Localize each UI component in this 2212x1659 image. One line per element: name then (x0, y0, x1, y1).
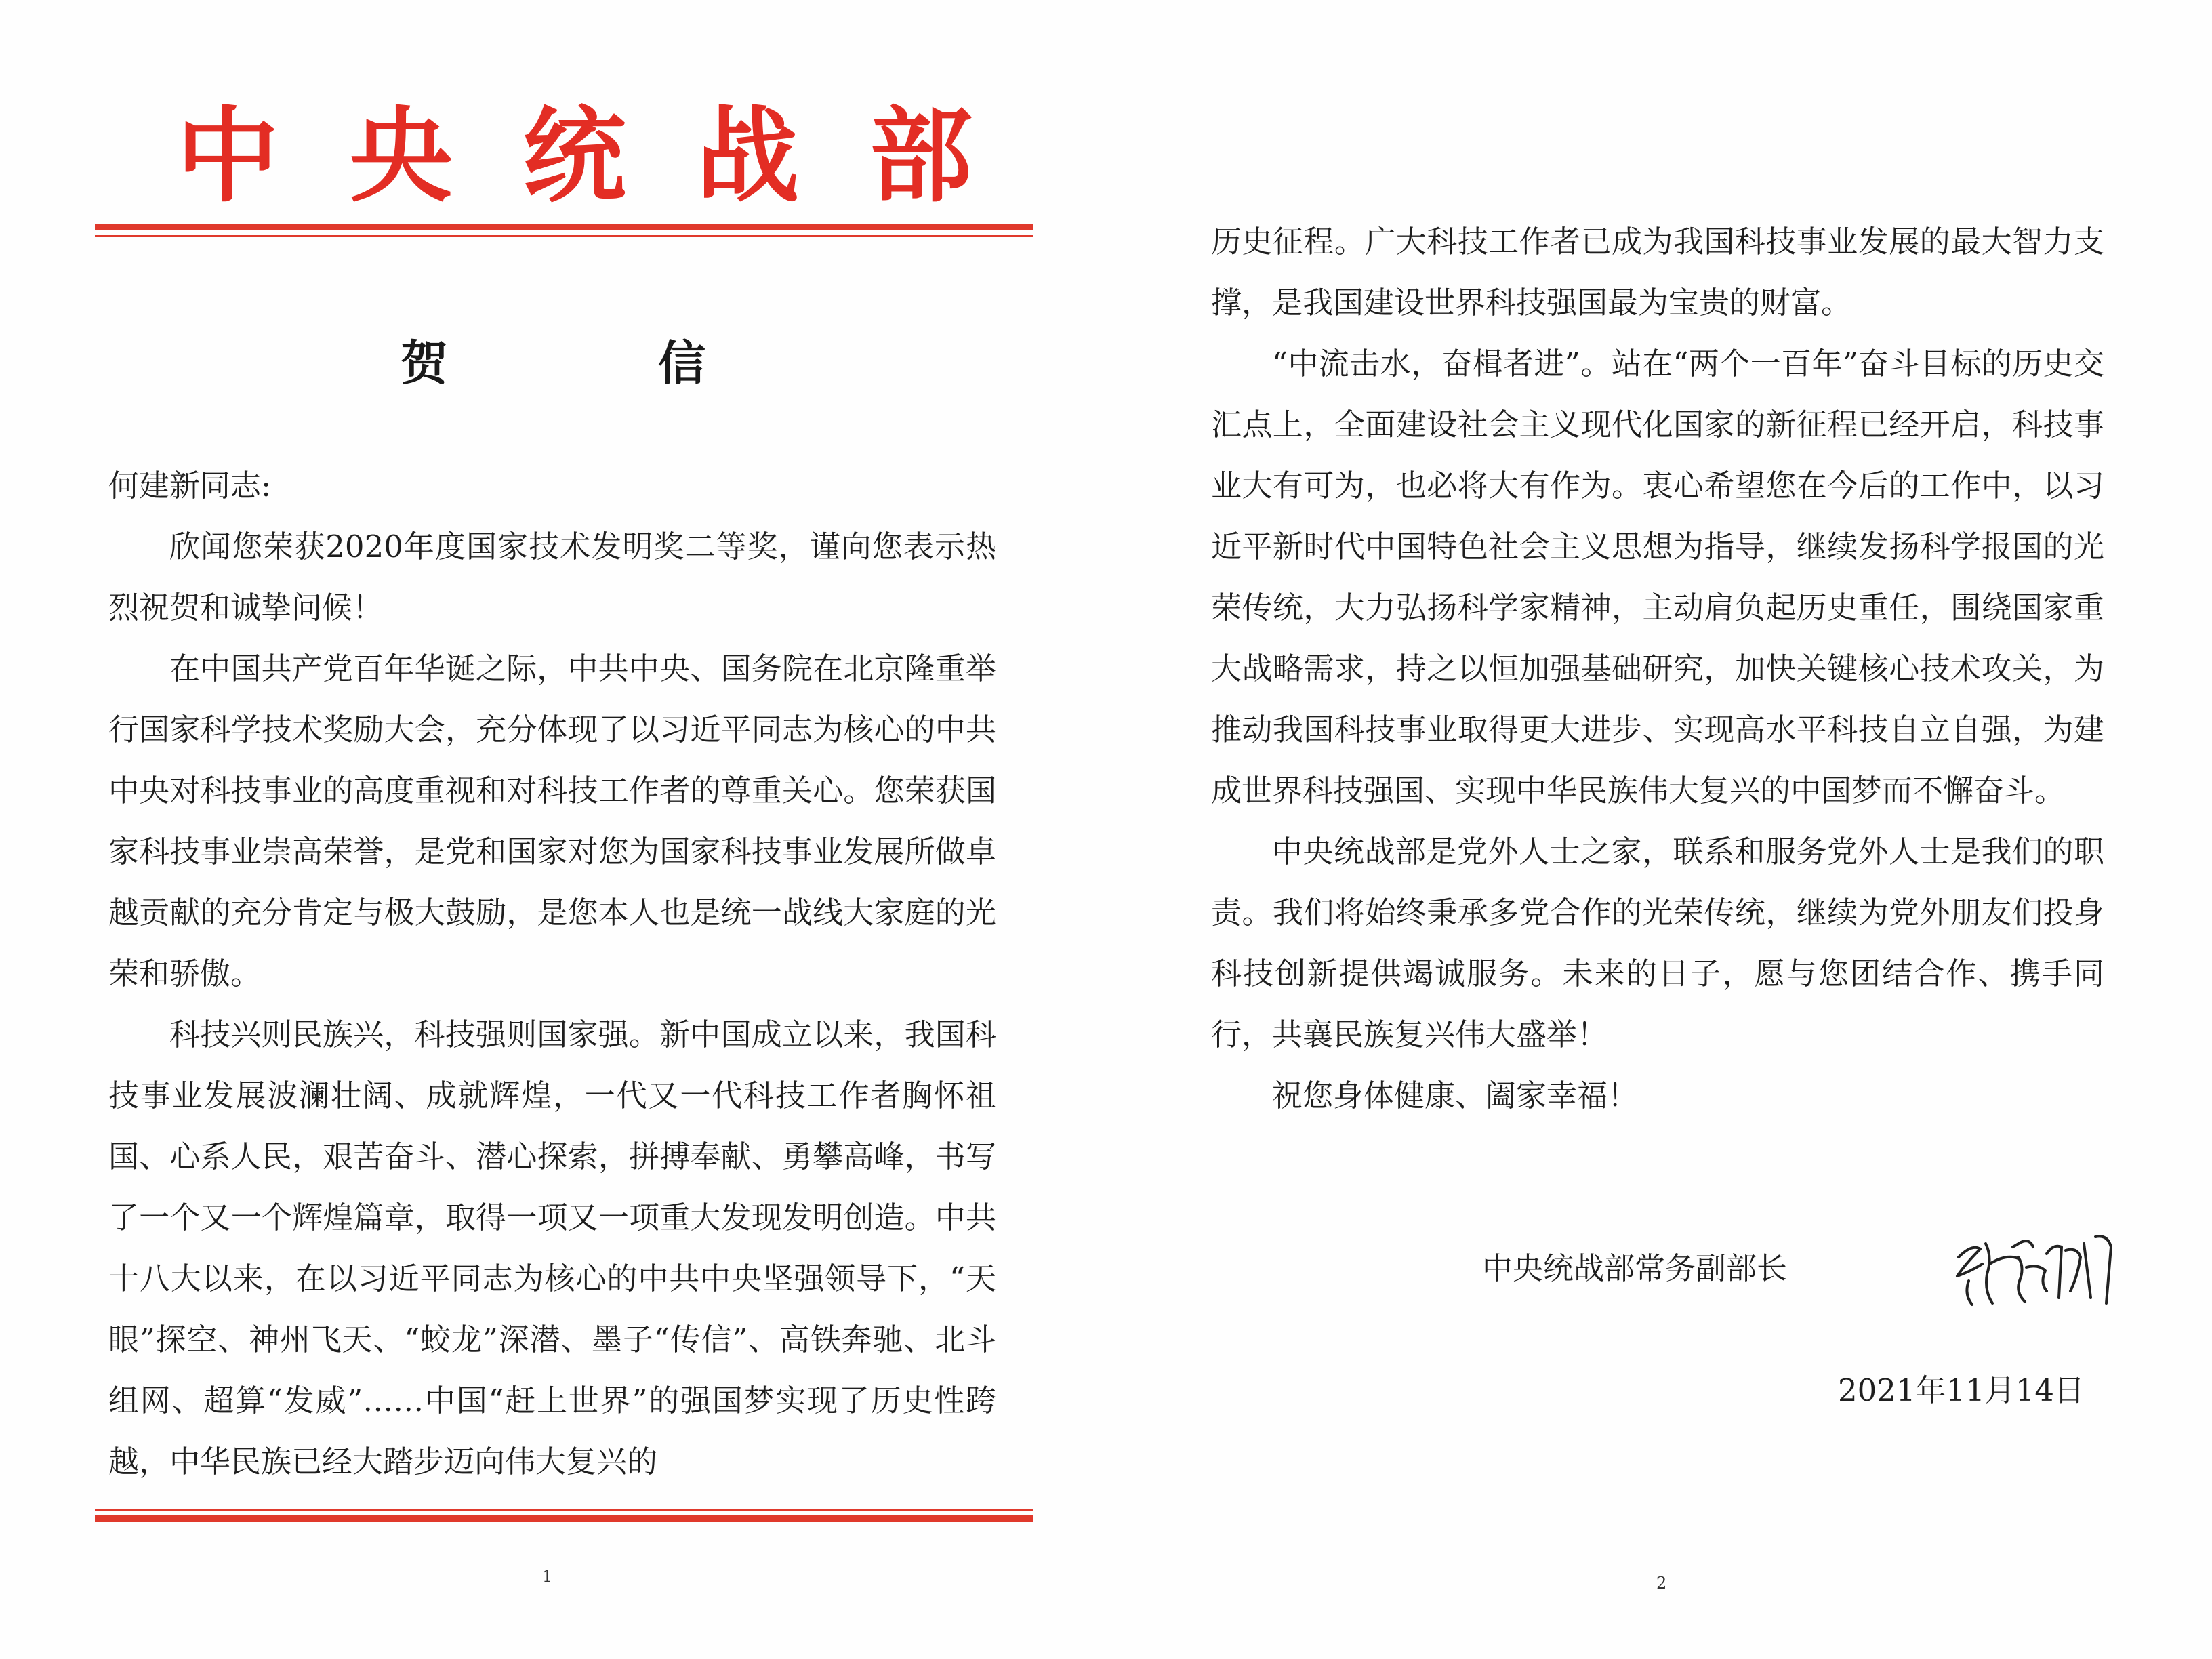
letterhead-char: 中 (176, 95, 279, 216)
letterhead-char: 战 (696, 95, 800, 216)
handwritten-signature (1945, 1216, 2121, 1315)
letter-title: 贺 信 (401, 335, 787, 391)
salutation: 何建新同志: (108, 468, 272, 504)
letterhead (102, 95, 1050, 216)
letter-body-page-2 (1211, 211, 2104, 1126)
letter-body-page-1 (108, 455, 996, 1492)
letterhead-char: 部 (869, 95, 972, 216)
page-number: 1 (542, 1567, 553, 1586)
paragraph: 在中国共产党百年华诞之际，中共中央、国务院在北京隆重举行国家科学技术奖励大会，充分体现了以习近平同志为核心的中共中央对科技事业的高度重视和对科技工作者的尊重关心。您荣获国家科技事业崇高荣誉，是党和国家对您为国家科技事业发展所做卓越贡献的充分肯定与极大鼓励，是您本人也是统一战线大家庭的光荣和骄傲。 (108, 651, 996, 991)
paragraph: 中央统战部是党外人士之家，联系和服务党外人士是我们的职责。我们将始终秉承多党合作的光荣传统，继续为党外朋友们投身科技创新提供竭诚服务。未来的日子，愿与您团结合作、携手同行，共襄民族复兴伟大盛举！ (1211, 834, 2104, 1052)
paragraph: “中流击水，奋楫者进”。站在“两个一百年”奋斗目标的历史交汇点上，全面建设社会主义现代化国家的新征程已经开启，科技事业大有可为，也必将大有作为。衷心希望您在今后的工作中，以习近平新时代中国特色社会主义思想为指导，继续发扬科学报国的光荣传统，大力弘扬科学家精神，主动肩负起历史重任，围绕国家重大战略需求，持之以恒加强基础研究，加快关键核心技术攻关，为推动我国科技事业取得更大进步、实现高水平科技自立自强，为建成世界科技强国、实现中华民族伟大复兴的中国梦而不懈奋斗。 (1211, 346, 2104, 808)
letterhead-char: 统 (523, 95, 626, 216)
continuation-paragraph: 历史征程。广大科技工作者已成为我国科技事业发展的最大智力支撑，是我国建设世界科技强国最为宝贵的财富。 (1211, 224, 2104, 321)
closing-wish: 祝您身体健康、阖家幸福！ (1272, 1078, 1639, 1113)
paragraph: 科技兴则民族兴，科技强则国家强。新中国成立以来，我国科技事业发展波澜壮阔、成就辉煌，一代又一代科技工作者胸怀祖国、心系人民，艰苦奋斗、潜心探索，拼搏奉献、勇攀高峰，书写了一个又一个辉煌篇章，取得一项又一项重大发现发明创造。中共十八大以来，在以习近平同志为核心的中共中央坚强领导下，“天眼”探空、神州飞天、“蛟龙”深潜、墨子“传信”、高铁奔驰、北斗组网、超算“发威”……中国“赶上世界”的强国梦实现了历史性跨越，中华民族已经大踏步迈向伟大复兴的 (108, 1017, 996, 1479)
letterhead-divider-thin (95, 235, 1033, 237)
footer-divider-thin (95, 1509, 1033, 1511)
paragraph: 欣闻您荣获2020年度国家技术发明奖二等奖，谨向您表示热烈祝贺和诚挚问候！ (108, 529, 996, 626)
page-2 (1106, 0, 2212, 1659)
letterhead-divider-thick (95, 224, 1033, 230)
signature-title: 中央统战部常务副部长 (1482, 1250, 1788, 1286)
letterhead-char: 央 (349, 95, 453, 216)
page-number: 2 (1656, 1574, 1667, 1593)
footer-divider-thick (95, 1515, 1033, 1522)
letter-date: 2021年11月14日 (1838, 1372, 2085, 1408)
